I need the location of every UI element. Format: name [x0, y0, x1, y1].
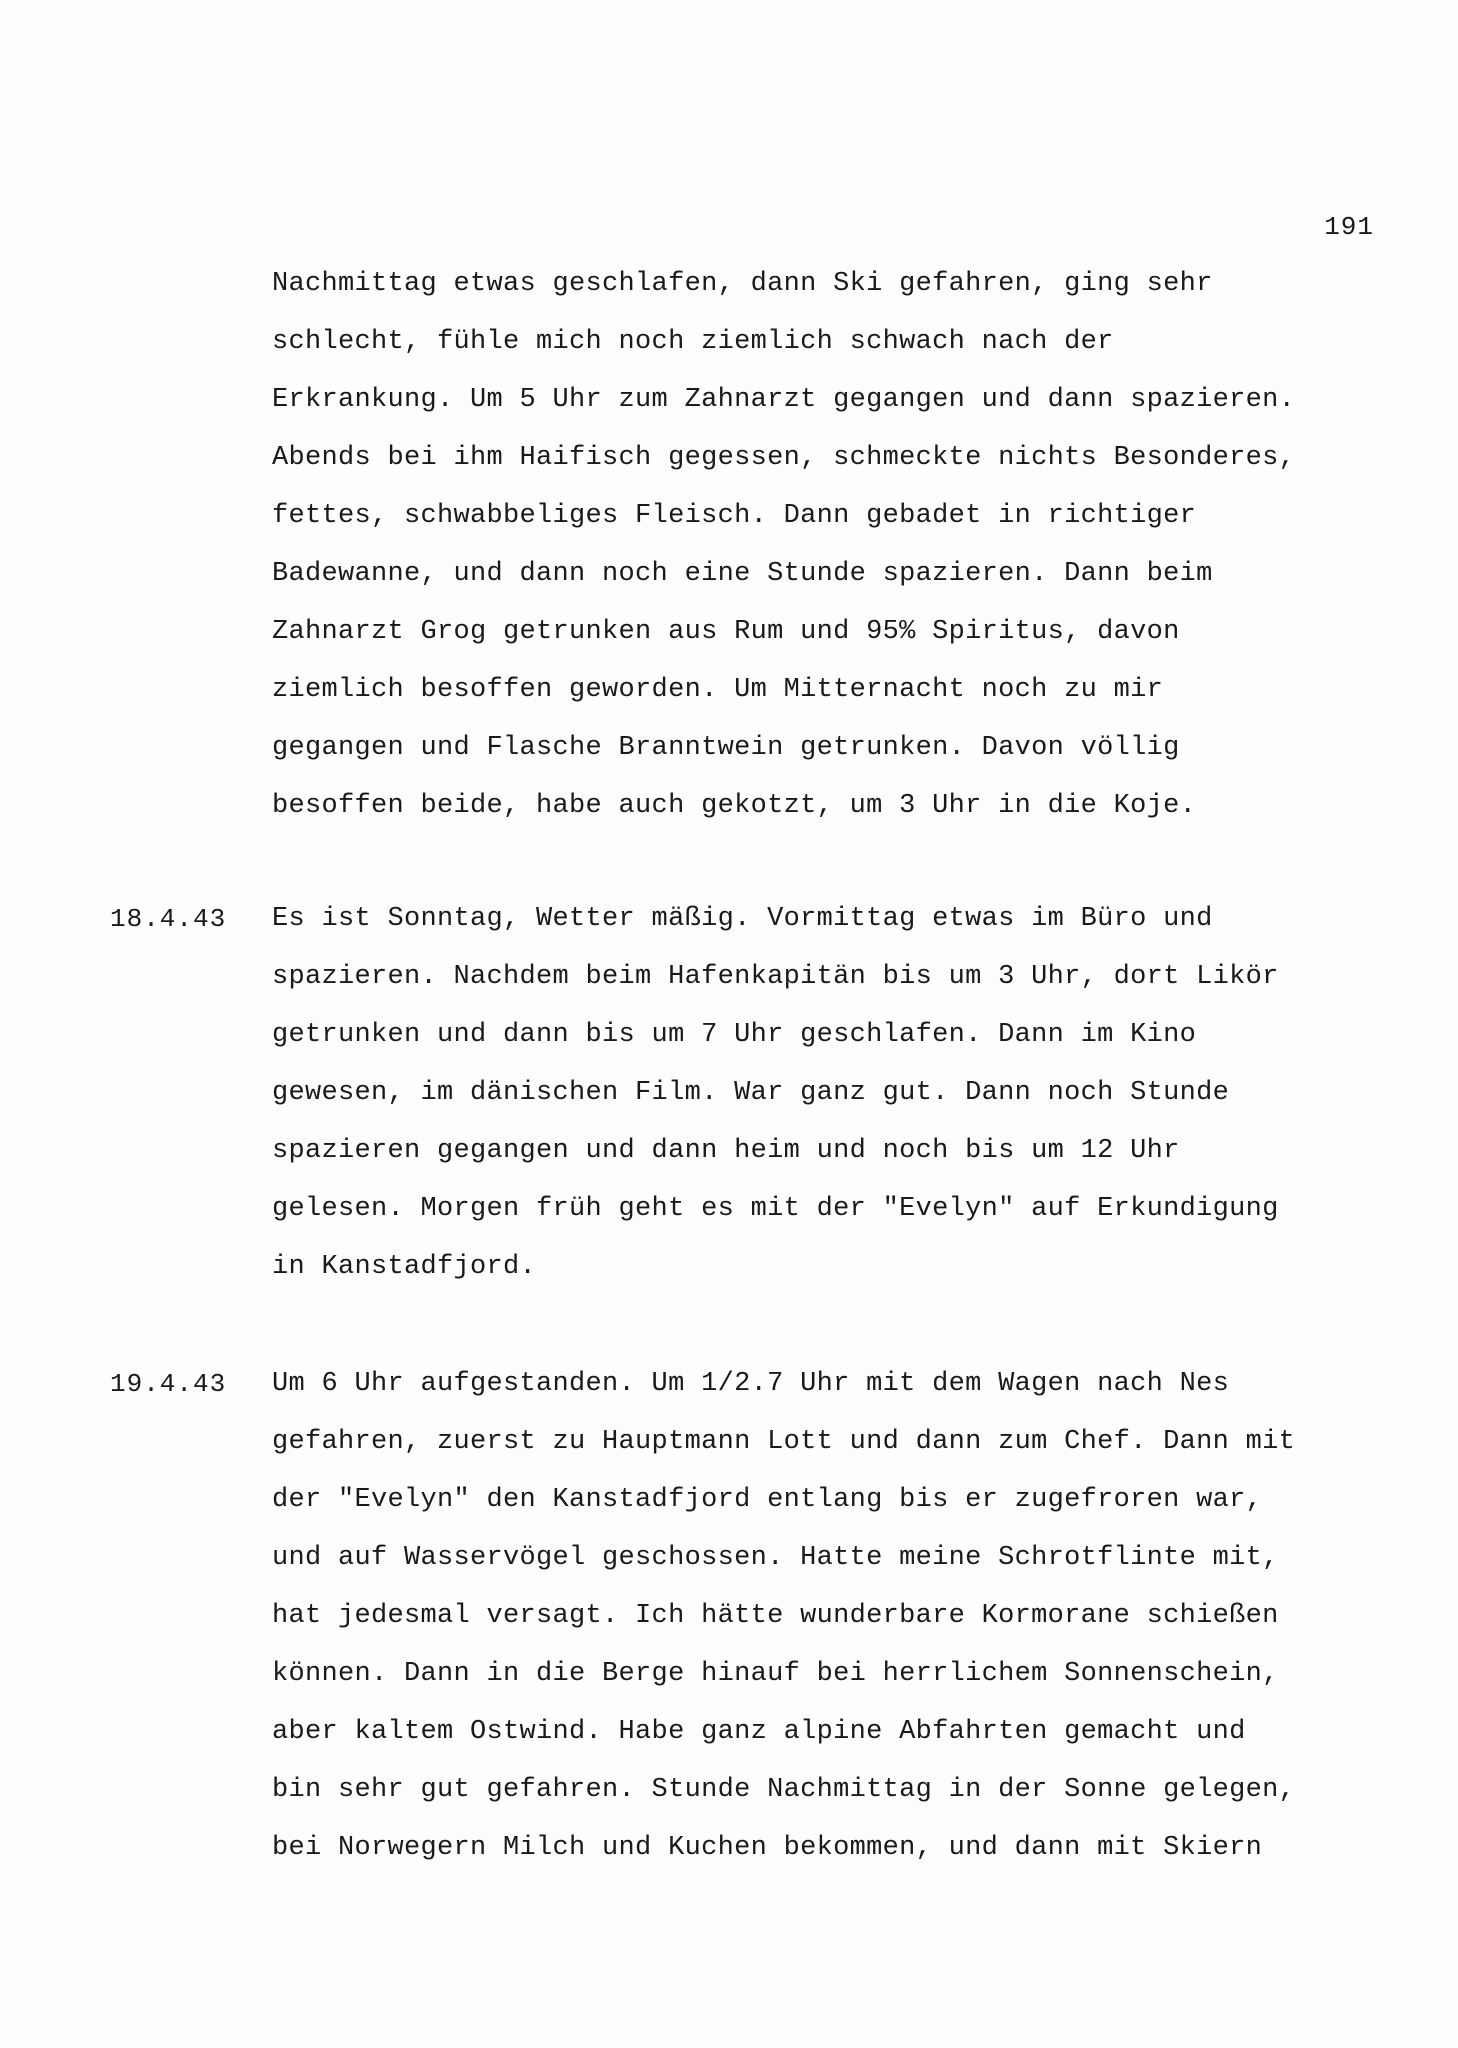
- entry-text-line: Badewanne, und dann noch eine Stunde spazieren. Dann beim: [272, 559, 1213, 589]
- entry-text-line: ziemlich besoffen geworden. Um Mitternacht noch zu mir: [272, 675, 1164, 705]
- entry-text-line: hat jedesmal versagt. Ich hätte wunderbare Kormorane schießen: [272, 1601, 1279, 1631]
- entry-text-line: gefahren, zuerst zu Hauptmann Lott und dann zum Chef. Dann mit: [272, 1427, 1296, 1457]
- entry-text-line: getrunken und dann bis um 7 Uhr geschlafen. Dann im Kino: [272, 1020, 1197, 1050]
- entry-text-line: besoffen beide, habe auch gekotzt, um 3 Uhr in die Koje.: [272, 791, 1197, 821]
- entry-text-line: und auf Wasservögel geschossen. Hatte meine Schrotflinte mit,: [272, 1543, 1279, 1573]
- entry-text-line: aber kaltem Ostwind. Habe ganz alpine Abfahrten gemacht und: [272, 1717, 1246, 1747]
- entry-text-line: Nachmittag etwas geschlafen, dann Ski gefahren, ging sehr: [272, 269, 1213, 299]
- entry-text-line: Es ist Sonntag, Wetter mäßig. Vormittag etwas im Büro und: [272, 904, 1213, 934]
- entry-text-line: gewesen, im dänischen Film. War ganz gut. Dann noch Stunde: [272, 1078, 1230, 1108]
- entry-date: 19.4.43: [110, 1369, 227, 1399]
- entry-text-line: in Kanstadfjord.: [272, 1252, 537, 1282]
- entry-text-line: spazieren gegangen und dann heim und noch bis um 12 Uhr: [272, 1136, 1180, 1166]
- diary-entry-19-4-43: [110, 1355, 1400, 1877]
- entry-text-line: spazieren. Nachdem beim Hafenkapitän bis um 3 Uhr, dort Likör: [272, 962, 1279, 992]
- entry-text-line: der "Evelyn" den Kanstadfjord entlang bis er zugefroren war,: [272, 1485, 1263, 1515]
- entry-text-line: Abends bei ihm Haifisch gegessen, schmeckte nichts Besonderes,: [272, 443, 1296, 473]
- entry-text-line: Erkrankung. Um 5 Uhr zum Zahnarzt gegangen und dann spazieren.: [272, 385, 1296, 415]
- entry-text-line: bei Norwegern Milch und Kuchen bekommen, und dann mit Skiern: [272, 1833, 1263, 1863]
- entry-date: 18.4.43: [110, 904, 227, 934]
- entry-text-line: bin sehr gut gefahren. Stunde Nachmittag in der Sonne gelegen,: [272, 1775, 1296, 1805]
- diary-entry-continued: [110, 255, 1400, 835]
- page-number: 191: [1324, 212, 1374, 242]
- entry-text-line: schlecht, fühle mich noch ziemlich schwach nach der: [272, 327, 1114, 357]
- entry-text-line: können. Dann in die Berge hinauf bei herrlichem Sonnenschein,: [272, 1659, 1279, 1689]
- entry-text-line: Um 6 Uhr aufgestanden. Um 1/2.7 Uhr mit dem Wagen nach Nes: [272, 1369, 1230, 1399]
- entry-text-line: gegangen und Flasche Branntwein getrunken. Davon völlig: [272, 733, 1180, 763]
- entry-text-line: Zahnarzt Grog getrunken aus Rum und 95% Spiritus, davon: [272, 617, 1180, 647]
- diary-entry-18-4-43: [110, 890, 1400, 1296]
- entry-text-line: gelesen. Morgen früh geht es mit der "Evelyn" auf Erkundigung: [272, 1194, 1279, 1224]
- entry-text-line: fettes, schwabbeliges Fleisch. Dann gebadet in richtiger: [272, 501, 1197, 531]
